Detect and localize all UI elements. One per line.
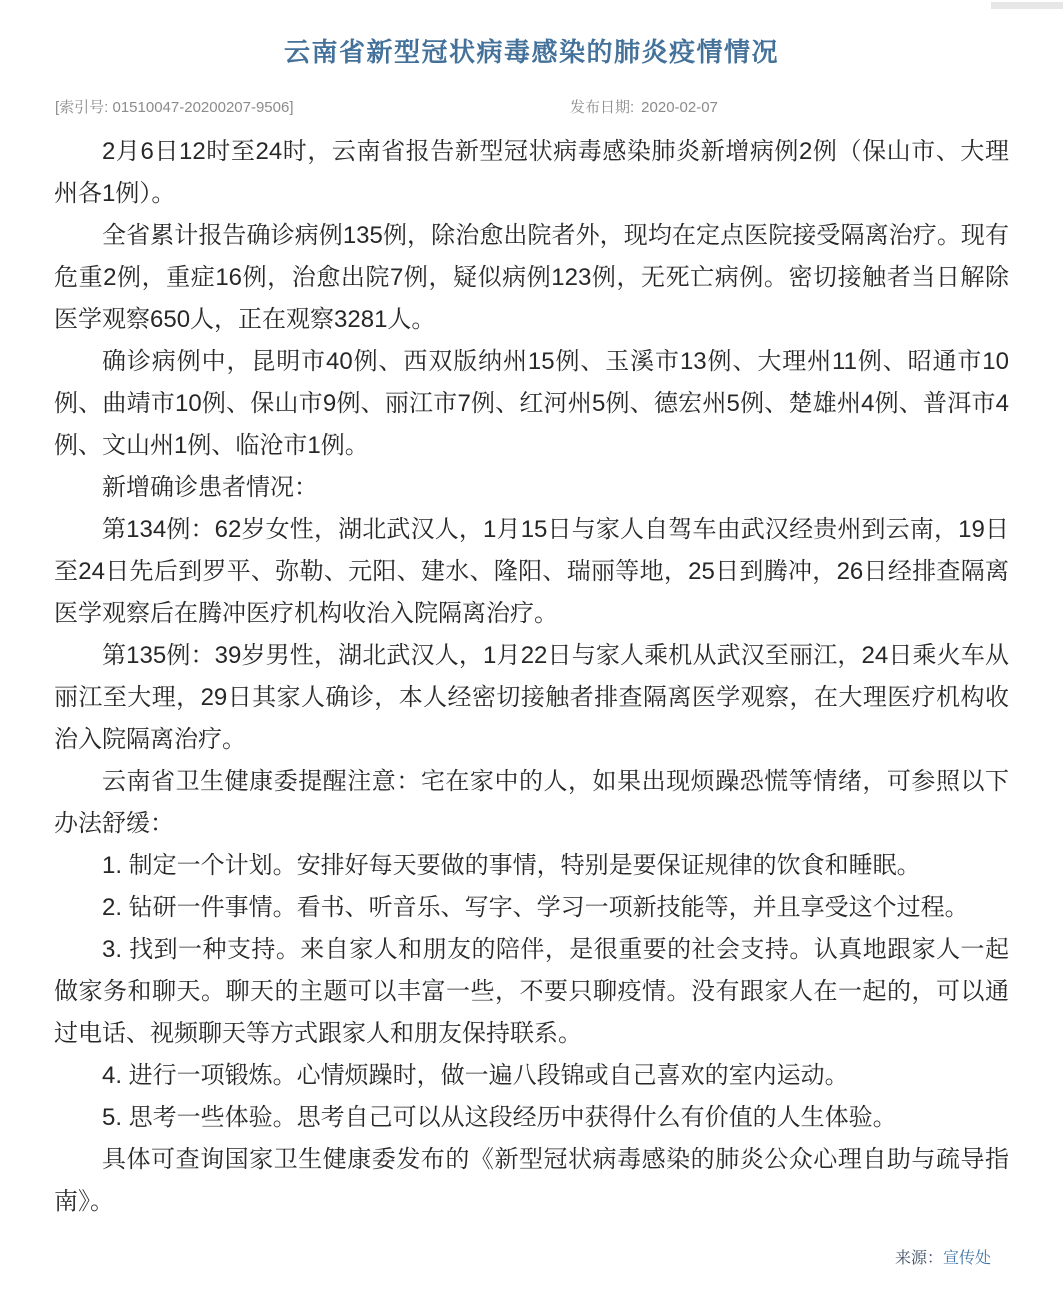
publish-date [570,96,718,117]
source-link[interactable]: 宣传处 [942,1250,991,1267]
body-paragraph: 新增确诊患者情况： [102,474,318,501]
page-title: 云南省新型冠状病毒感染的肺炎疫情情况 [283,37,779,67]
advice-item: 4. 进行一项锻炼。心情烦躁时，做一遍八段锦或自己喜欢的室内运动。 [102,1062,849,1089]
body-paragraph: 第135例：39岁男性，湖北武汉人，1月22日与家人乘机从武汉至丽江，24日乘火车从丽江至大理，29日其家人确诊，本人经密切接触者排查隔离医学观察，在大理医疗机构收治入院隔离治疗。 [54,642,1009,753]
source-label: 来源： [894,1250,943,1267]
advice-item: 2. 钻研一件事情。看书、听音乐、写字、学习一项新技能等，并且享受这个过程。 [102,894,969,921]
meta-row [54,96,1009,116]
publish-date-label: 发布日期: [570,99,635,116]
advice-item: 3. 找到一种支持。来自家人和朋友的陪伴，是很重要的社会支持。认真地跟家人一起做家务和聊天。聊天的主题可以丰富一些，不要只聊疫情。没有跟家人在一起的，可以通过电话、视频聊天等方式跟家人和朋友保持联系。 [54,936,1009,1047]
advice-item: 1. 制定一个计划。安排好每天要做的事情，特别是要保证规律的饮食和睡眠。 [102,852,921,879]
index-number: [索引号: 01510047-20200207-9506] [55,99,294,116]
article-body [54,131,1009,1223]
body-paragraph: 确诊病例中，昆明市40例、西双版纳州15例、玉溪市13例、大理州11例、昭通市10例、曲靖市10例、保山市9例、丽江市7例、红河州5例、德宏州5例、楚雄州4例、普洱市4例、文山州1例、临沧市1例。 [54,348,1009,459]
closing-paragraph: 具体可查询国家卫生健康委发布的《新型冠状病毒感染的肺炎公众心理自助与疏导指南》。 [54,1146,1009,1215]
body-paragraph: 全省累计报告确诊病例135例，除治愈出院者外，现均在定点医院接受隔离治疗。现有危重2例，重症16例，治愈出院7例，疑似病例123例，无死亡病例。密切接触者当日解除医学观察650人，正在观察3281人。 [54,222,1009,333]
body-paragraph: 第134例：62岁女性，湖北武汉人，1月15日与家人自驾车由武汉经贵州到云南，19日至24日先后到罗平、弥勒、元阳、建水、隆阳、瑞丽等地，25日到腾冲，26日经排查隔离医学观察后在腾冲医疗机构收治入院隔离治疗。 [54,516,1009,627]
publish-date-value: 2020-02-07 [641,99,718,116]
window-edge-artifact [991,2,1063,9]
source-line [895,1248,991,1270]
advice-item: 5. 思考一些体验。思考自己可以从这段经历中获得什么有价值的人生体验。 [102,1104,897,1131]
body-paragraph: 云南省卫生健康委提醒注意：宅在家中的人，如果出现烦躁恐慌等情绪，可参照以下办法舒缓： [54,768,1009,837]
body-paragraph: 2月6日12时至24时，云南省报告新型冠状病毒感染肺炎新增病例2例（保山市、大理州各1例）。 [54,138,1009,207]
